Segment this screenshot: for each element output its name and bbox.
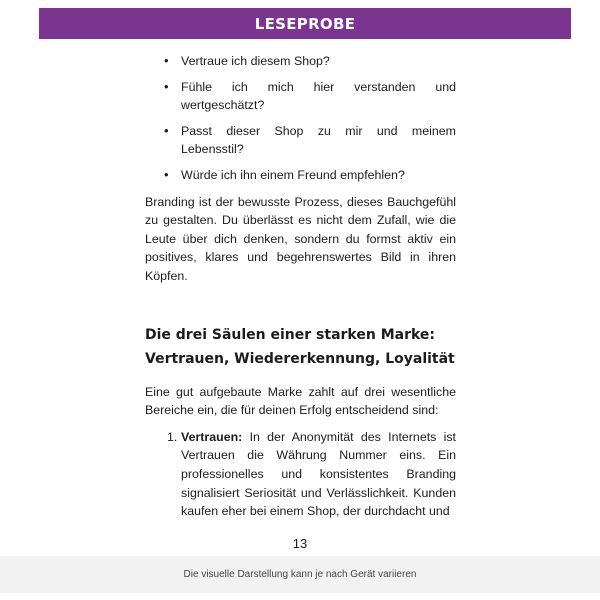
page-content: [145, 52, 456, 521]
intro-paragraph: Eine gut aufgebaute Marke zahlt auf drei wesentliche Bereiche ein, die für deinen Erfolg entscheidend sind:: [145, 384, 456, 418]
section-heading: Die drei Säulen einer starken Marke: Vertrauen, Wiedererkennung, Loyalität: [145, 326, 455, 367]
list-number: 1.: [167, 429, 178, 444]
footer-text: Die visuelle Darstellung kann je nach Gerät variieren: [183, 569, 417, 580]
list-item: [145, 428, 456, 521]
question-list: [145, 52, 456, 185]
pillar-list: [145, 428, 456, 521]
body-paragraph: Branding ist der bewusste Prozess, dieses Bauchgefühl zu gestalten. Du überlässt es nicht dem Zufall, wie die Leute über dich denken, sondern du formst aktiv ein positives, klares und begehrenswertes Bild in ihren Köpfen.: [145, 194, 456, 283]
preview-banner: [39, 8, 571, 39]
list-item: • Fühle ich mich hier verstanden und wertgeschätzt?: [145, 78, 456, 115]
banner-title: LESEPROBE: [254, 14, 356, 33]
pillar-title: Vertrauen:: [181, 429, 250, 444]
list-item: • Würde ich ihn einem Freund empfehlen?: [145, 166, 456, 185]
pillar-text: In der Anonymität des Internets ist Vertrauen die Währung Nummer eins. Ein professionelles und konsistentes Branding signalisiert Seriosität und Verlässlichkeit. Kunden kaufen eher bei einem Shop, der durchdacht und: [181, 429, 456, 519]
page-number: 13: [292, 536, 308, 551]
list-item: • Vertraue ich diesem Shop?: [145, 52, 456, 71]
footer-note: [0, 556, 600, 593]
list-item: • Passt dieser Shop zu mir und meinem Lebensstil?: [145, 122, 456, 159]
